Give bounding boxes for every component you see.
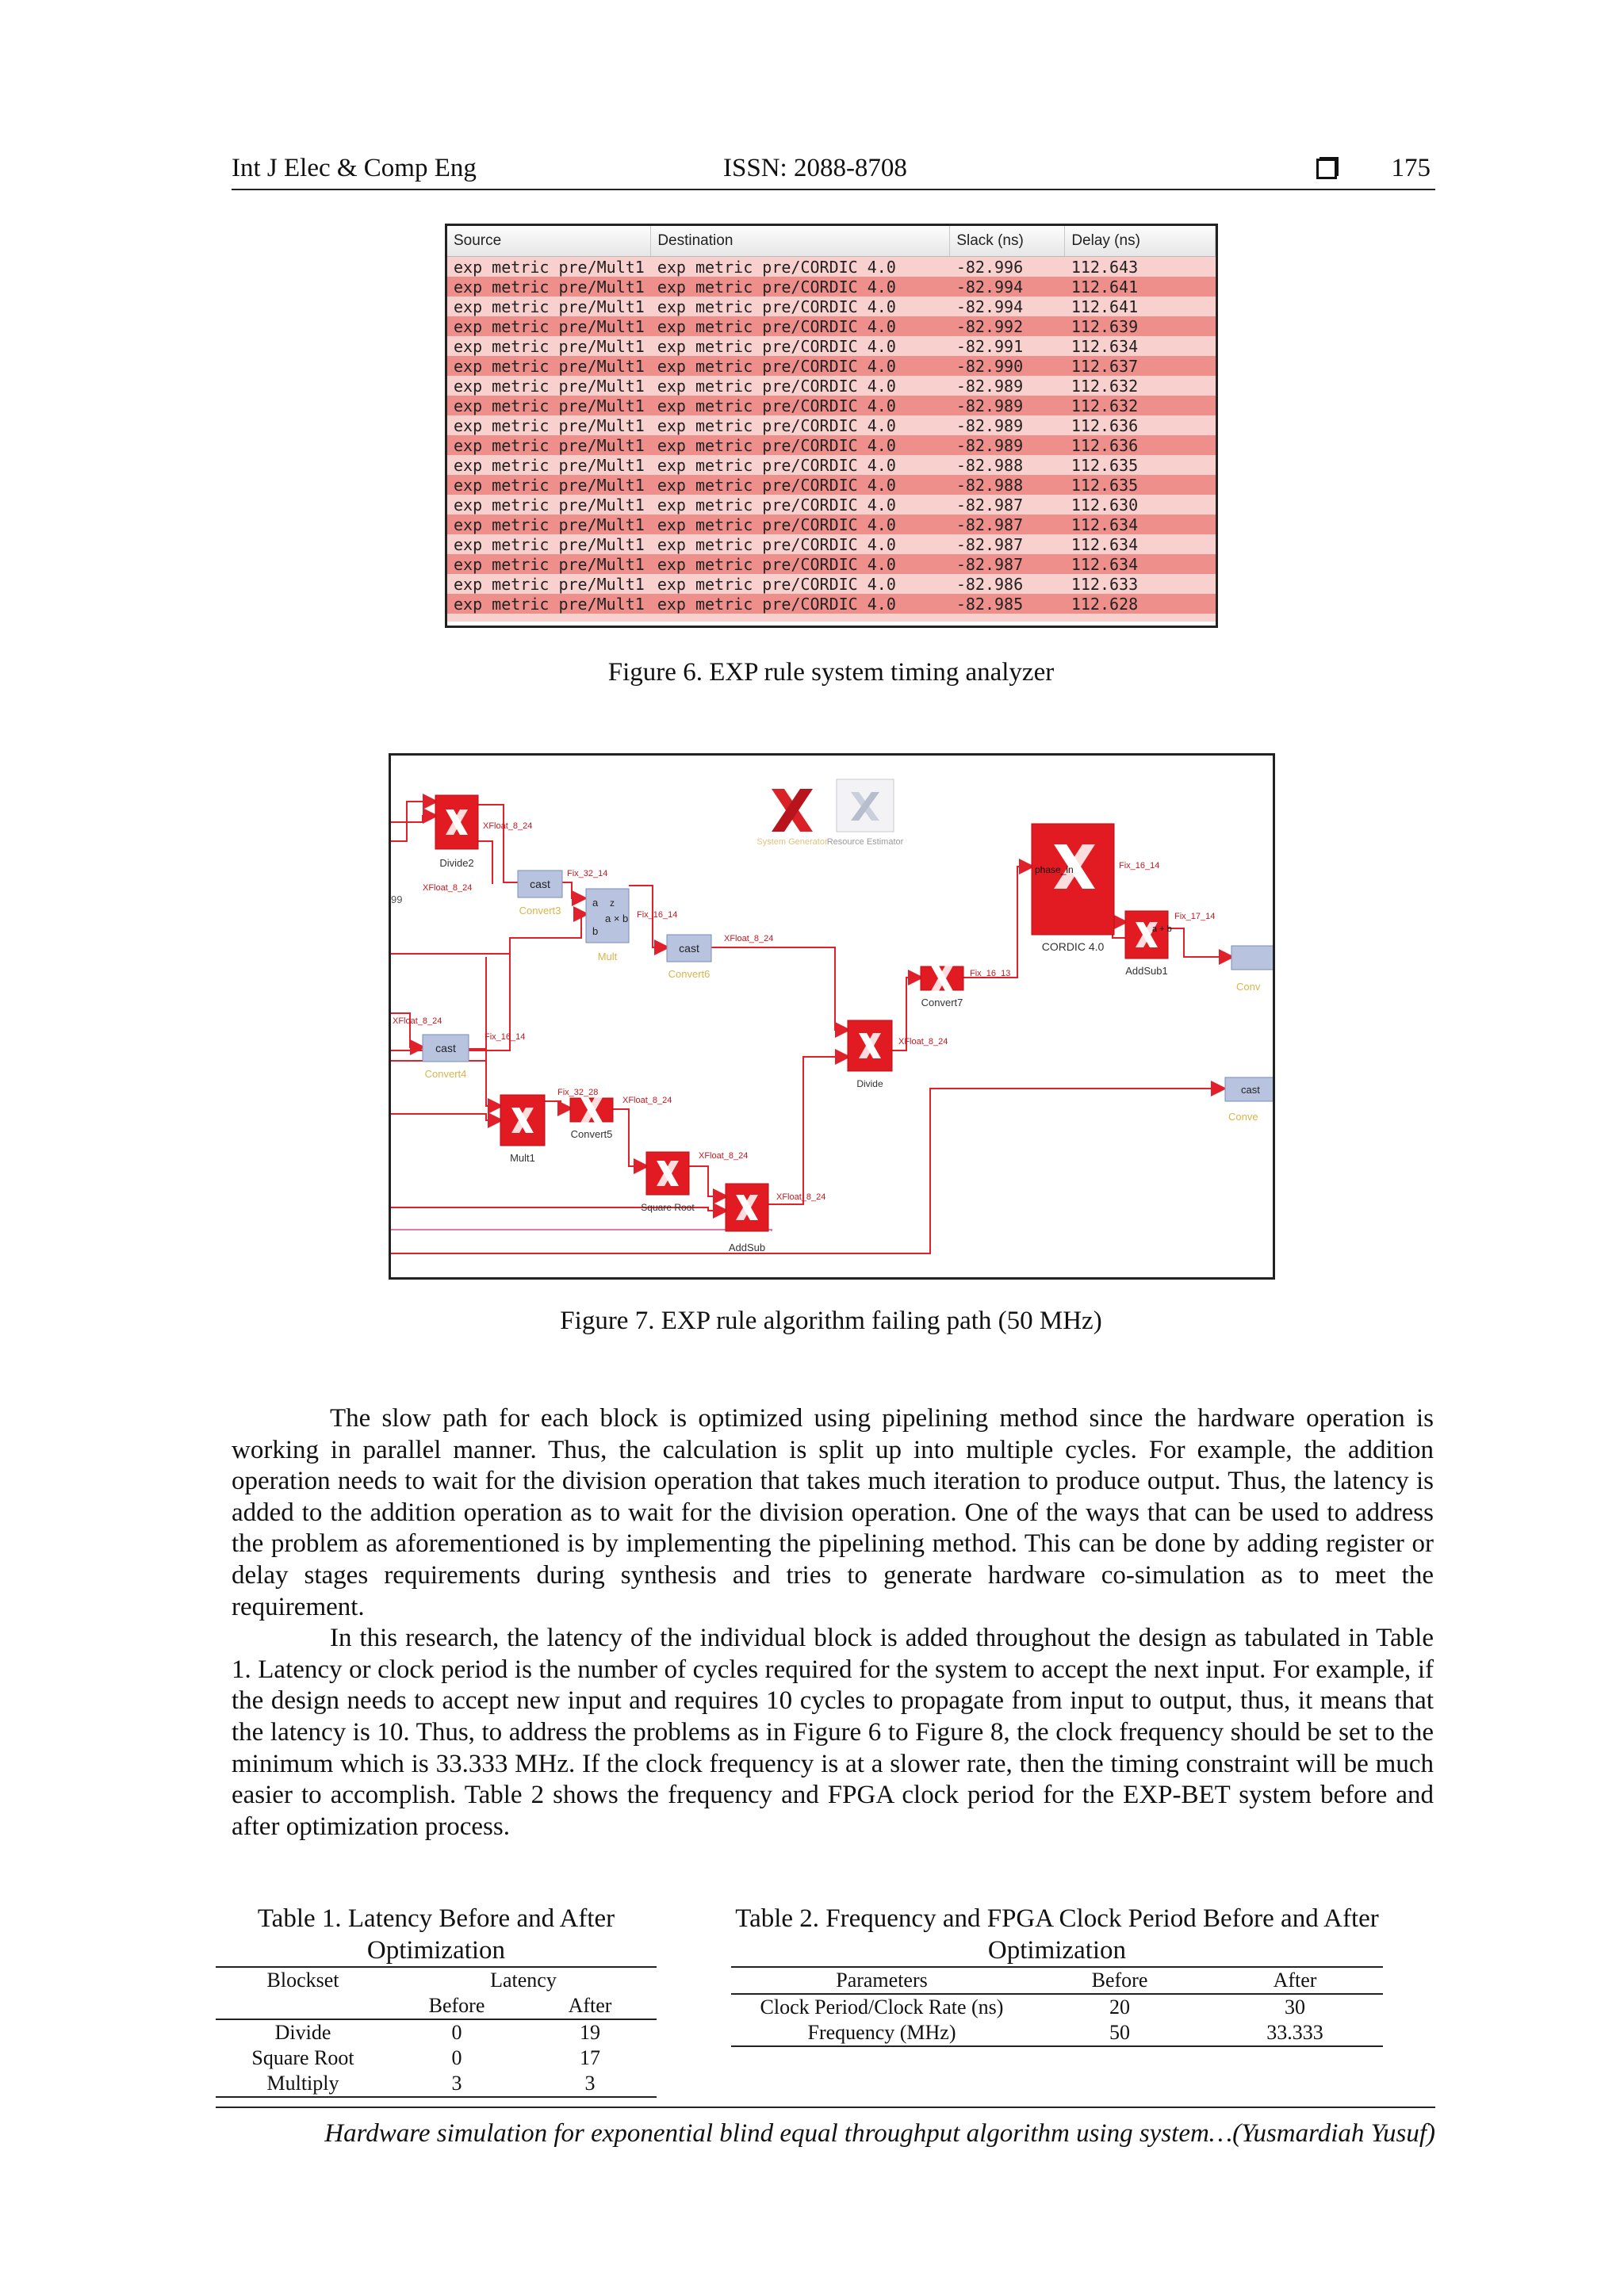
timing-source: exp metric pre/Mult1 — [447, 574, 651, 594]
cordic-label: CORDIC 4.0 — [1041, 940, 1105, 953]
convert4-in-type: XFloat_8_24 — [393, 1016, 442, 1026]
timing-destination: exp metric pre/CORDIC 4.0 — [651, 316, 950, 336]
timing-row[interactable] — [447, 356, 1216, 376]
system-generator-token[interactable] — [756, 789, 828, 847]
divide2-in-type: XFloat_8_24 — [423, 883, 473, 893]
timing-destination: exp metric pre/CORDIC 4.0 — [651, 554, 950, 574]
convert6-label: Convert6 — [668, 968, 710, 980]
paragraph-2: In this research, the latency of the individual block is added throughout the design as tabulated in Table 1. Latency or clock period is the number of cycles required for the system to accept the next input. For example, if the design needs to accept new input and requires 10 cycles to propagate from input to output, thus, it means that the latency is 10. Thus, to address the problems as in Figure 6 to Figure 8, the clock frequency should be set to the minimum which is 33.333 MHz. If the clock frequency is at a slower rate, then the timing constraint will be much easier to accomplish. Table 2 shows the frequency and FPGA clock period for the EXP-BET system before and after optimization process. — [232, 1624, 1434, 1841]
mult1-label: Mult1 — [510, 1152, 535, 1164]
table1-cell: 3 — [390, 2071, 523, 2097]
divide2-label: Divide2 — [439, 857, 474, 869]
timing-row[interactable] — [447, 574, 1216, 594]
timing-source: exp metric pre/Mult1 — [447, 297, 651, 316]
timing-row[interactable] — [447, 455, 1216, 475]
timing-delay: 112.634 — [1065, 534, 1216, 554]
convert3-type: Fix_32_14 — [567, 869, 608, 878]
failing-path-figure — [389, 753, 1275, 1280]
timing-source: exp metric pre/Mult1 — [447, 415, 651, 435]
timing-slack: -82.987 — [950, 554, 1065, 574]
table1-grid — [216, 1966, 657, 2098]
timing-source: exp metric pre/Mult1 — [447, 396, 651, 415]
timing-row[interactable] — [447, 415, 1216, 435]
divide-type: XFloat_8_24 — [898, 1037, 948, 1047]
timing-delay: 112.635 — [1065, 455, 1216, 475]
timing-slack: -82.989 — [950, 415, 1065, 435]
convert4-label: Convert4 — [424, 1068, 467, 1080]
convert7-label: Convert7 — [921, 997, 963, 1008]
table2-cell: 30 — [1285, 1996, 1305, 2019]
table2-header-parameters: Parameters — [731, 1967, 1032, 1994]
timing-slack: -82.988 — [950, 475, 1065, 495]
table1-cell: Multiply — [216, 2071, 390, 2097]
timing-source: exp metric pre/Mult1 — [447, 475, 651, 495]
timing-destination: exp metric pre/CORDIC 4.0 — [651, 376, 950, 396]
square-root-type: XFloat_8_24 — [699, 1151, 749, 1161]
table2-header-after: After — [1207, 1967, 1383, 1994]
timing-source: exp metric pre/Mult1 — [447, 356, 651, 376]
timing-delay: 112.639 — [1065, 316, 1216, 336]
mult-port-a: a — [592, 897, 599, 909]
cordic-port: phase_in — [1035, 864, 1074, 875]
column-destination[interactable]: Destination — [651, 226, 950, 257]
system-generator-label: System Generator — [756, 837, 828, 847]
table2-caption: Table 2. Frequency and FPGA Clock Period Before and After Optimization — [735, 1904, 1379, 1965]
timing-table-header — [447, 226, 1216, 257]
timing-slack: -82.989 — [950, 396, 1065, 415]
divide-label: Divide — [856, 1078, 883, 1089]
timing-source: exp metric pre/Mult1 — [447, 277, 651, 297]
convert7-block[interactable] — [921, 966, 1010, 1008]
timing-slack: -82.989 — [950, 435, 1065, 455]
timing-table — [447, 226, 1216, 622]
timing-destination: exp metric pre/CORDIC 4.0 — [651, 495, 950, 515]
convert5-block[interactable] — [570, 1096, 672, 1140]
timing-slack: -82.987 — [950, 515, 1065, 534]
timing-delay: 112.641 — [1065, 297, 1216, 316]
timing-delay: 112.634 — [1065, 554, 1216, 574]
timing-destination: exp metric pre/CORDIC 4.0 — [651, 455, 950, 475]
timing-delay: 112.632 — [1065, 376, 1216, 396]
timing-destination: exp metric pre/CORDIC 4.0 — [651, 356, 950, 376]
timing-analyzer-figure — [445, 224, 1218, 628]
timing-row[interactable] — [447, 594, 1216, 614]
square-root-label: Square Root — [641, 1202, 695, 1213]
timing-destination: exp metric pre/CORDIC 4.0 — [651, 534, 950, 554]
table-row — [216, 2045, 657, 2071]
table1 — [216, 1903, 657, 2098]
table2-cell: 50 — [1032, 2020, 1207, 2046]
convert6-cast: cast — [679, 942, 699, 955]
mult1-type: Fix_32_28 — [557, 1088, 599, 1097]
timing-slack: -82.991 — [950, 336, 1065, 356]
table2 — [731, 1903, 1383, 2047]
convert-right-1-label: Conv — [1236, 981, 1261, 993]
divide-block[interactable] — [848, 1020, 948, 1089]
journal-name: Int J Elec & Comp Eng — [232, 154, 477, 182]
table2-header-before: Before — [1032, 1967, 1207, 1994]
timing-slack: -82.996 — [950, 257, 1065, 277]
addsub-type: XFloat_8_24 — [776, 1192, 826, 1202]
table1-header-blockset: Blockset — [216, 1967, 390, 1993]
convert-right-2-cast: cast — [1241, 1084, 1260, 1096]
timing-slack: -82.992 — [950, 316, 1065, 336]
table1-header-after: After — [523, 1993, 657, 2019]
table1-cell: 0 — [451, 2021, 462, 2044]
timing-source: exp metric pre/Mult1 — [447, 455, 651, 475]
paragraph-1: The slow path for each block is optimized using pipelining method since the hardware operation is working in parallel manner. Thus, the calculation is split up into multiple cycles. For example, the addition operation needs to wait for the division operation that takes much iteration to produce output. Thus, the latency is added to the addition operation as to wait for the division operation. One of the ways that can be used to address the problem as aforementioned is by implementing the pipelining method. This can be done by adding register or delay stages requirements during synthesis and tries to generate hardware co-simulation as to meet the requirement. — [232, 1404, 1434, 1621]
timing-destination: exp metric pre/CORDIC 4.0 — [651, 435, 950, 455]
table1-header-latency: Latency — [390, 1967, 657, 1993]
addsub1-block[interactable] — [1125, 911, 1215, 977]
timing-delay: 112.643 — [1065, 257, 1216, 277]
addsub1-op: a + b — [1152, 924, 1172, 934]
convert-right-block-2[interactable] — [1225, 1077, 1273, 1123]
timing-row[interactable] — [447, 554, 1216, 574]
resource-estimator-label: Resource Estimator — [826, 837, 904, 847]
timing-destination: exp metric pre/CORDIC 4.0 — [651, 396, 950, 415]
timing-delay: 112.628 — [1065, 594, 1216, 614]
timing-slack: -82.990 — [950, 356, 1065, 376]
timing-row[interactable] — [447, 495, 1216, 515]
timing-delay: 112.636 — [1065, 435, 1216, 455]
cordic-type: Fix_16_14 — [1119, 861, 1160, 871]
convert4-type: Fix_16_14 — [485, 1032, 526, 1042]
edge-number: 99 — [391, 894, 403, 905]
addsub-label: AddSub — [728, 1242, 766, 1253]
mult-type: Fix_16_14 — [637, 910, 678, 920]
timing-slack: -82.994 — [950, 277, 1065, 297]
table1-cell: Square Root — [251, 2046, 354, 2069]
page-number: 175 — [1391, 154, 1431, 182]
timing-row[interactable] — [447, 534, 1216, 554]
figure6-caption: Figure 6. EXP rule system timing analyzer — [607, 658, 1055, 687]
table-row — [216, 2071, 657, 2097]
table1-cell: Divide — [274, 2021, 331, 2044]
timing-source: exp metric pre/Mult1 — [447, 515, 651, 534]
timing-delay: 112.632 — [1065, 396, 1216, 415]
timing-source: exp metric pre/Mult1 — [447, 594, 651, 614]
timing-row-clipped — [447, 614, 1216, 622]
timing-delay: 112.630 — [1065, 495, 1216, 515]
column-source[interactable]: Source — [447, 226, 651, 257]
timing-destination: exp metric pre/CORDIC 4.0 — [651, 415, 950, 435]
convert3-cast: cast — [530, 878, 550, 890]
convert6-block[interactable] — [667, 934, 773, 980]
timing-source: exp metric pre/Mult1 — [447, 336, 651, 356]
timing-slack: -82.987 — [950, 495, 1065, 515]
convert5-label: Convert5 — [570, 1128, 613, 1140]
timing-destination: exp metric pre/CORDIC 4.0 — [651, 574, 950, 594]
timing-row[interactable] — [447, 515, 1216, 534]
timing-delay: 112.633 — [1065, 574, 1216, 594]
failing-path-diagram — [391, 756, 1273, 1277]
table-row — [731, 1994, 1383, 2020]
page-header — [232, 152, 1435, 190]
divide2-block[interactable] — [435, 795, 532, 869]
timing-slack: -82.994 — [950, 297, 1065, 316]
timing-source: exp metric pre/Mult1 — [447, 376, 651, 396]
square-icon — [1316, 159, 1337, 179]
timing-destination: exp metric pre/CORDIC 4.0 — [651, 257, 950, 277]
timing-source: exp metric pre/Mult1 — [447, 435, 651, 455]
timing-delay: 112.634 — [1065, 336, 1216, 356]
timing-delay: 112.635 — [1065, 475, 1216, 495]
timing-row[interactable] — [447, 435, 1216, 455]
timing-delay: 112.636 — [1065, 415, 1216, 435]
table1-header-before: Before — [390, 1993, 523, 2019]
timing-source: exp metric pre/Mult1 — [447, 316, 651, 336]
timing-slack: -82.988 — [950, 455, 1065, 475]
table2-cell: Clock Period/Clock Rate (ns) — [760, 1996, 1004, 2019]
table-row — [216, 2019, 657, 2045]
timing-row[interactable] — [447, 277, 1216, 297]
convert-right-block-1[interactable] — [1231, 946, 1273, 993]
page-footer: Hardware simulation for exponential blind equal throughput algorithm using system…(Yusmardiah Yusuf) — [216, 2107, 1435, 2149]
timing-source: exp metric pre/Mult1 — [447, 257, 651, 277]
mult-z: z — [610, 897, 615, 909]
table1-cell: 0 — [451, 2046, 462, 2069]
timing-source: exp metric pre/Mult1 — [447, 495, 651, 515]
convert7-type: Fix_16_13 — [970, 969, 1011, 978]
timing-source: exp metric pre/Mult1 — [447, 534, 651, 554]
table1-cell: 17 — [580, 2046, 600, 2069]
figure7-caption: Figure 7. EXP rule algorithm failing path (50 MHz) — [560, 1307, 1102, 1335]
timing-destination: exp metric pre/CORDIC 4.0 — [651, 297, 950, 316]
mult-port-b: b — [592, 925, 599, 937]
table-row — [731, 2020, 1383, 2046]
column-delay[interactable]: Delay (ns) — [1065, 226, 1216, 257]
table1-caption: Table 1. Latency Before and After Optimization — [257, 1904, 615, 1965]
convert6-type: XFloat_8_24 — [724, 934, 774, 943]
resource-estimator-token[interactable] — [827, 779, 904, 847]
timing-delay: 112.637 — [1065, 356, 1216, 376]
addsub1-label: AddSub1 — [1125, 965, 1168, 977]
timing-row[interactable] — [447, 336, 1216, 356]
table2-cell: 20 — [1109, 1996, 1130, 2019]
timing-delay: 112.641 — [1065, 277, 1216, 297]
table2-cell: 33.333 — [1207, 2020, 1383, 2046]
issn: ISSN: 2088-8708 — [723, 154, 907, 182]
timing-slack: -82.986 — [950, 574, 1065, 594]
timing-destination: exp metric pre/CORDIC 4.0 — [651, 336, 950, 356]
mult-block[interactable] — [586, 889, 677, 962]
timing-row[interactable] — [447, 396, 1216, 415]
timing-slack: -82.989 — [950, 376, 1065, 396]
table2-cell: Frequency (MHz) — [731, 2020, 1032, 2046]
convert5-type: XFloat_8_24 — [622, 1096, 672, 1105]
timing-row[interactable] — [447, 297, 1216, 316]
timing-destination: exp metric pre/CORDIC 4.0 — [651, 515, 950, 534]
column-slack[interactable]: Slack (ns) — [950, 226, 1065, 257]
timing-row[interactable] — [447, 475, 1216, 495]
timing-row[interactable] — [447, 257, 1216, 277]
addsub1-type: Fix_17_14 — [1174, 912, 1216, 921]
timing-slack: -82.985 — [950, 594, 1065, 614]
mult-label: Mult — [597, 951, 618, 962]
addsub-block[interactable] — [726, 1184, 825, 1253]
timing-destination: exp metric pre/CORDIC 4.0 — [651, 475, 950, 495]
table1-cell: 3 — [523, 2071, 657, 2097]
table1-cell: 19 — [580, 2021, 600, 2044]
mult-axb: a × b — [605, 913, 629, 924]
timing-source: exp metric pre/Mult1 — [447, 554, 651, 574]
convert4-cast: cast — [435, 1042, 456, 1054]
timing-destination: exp metric pre/CORDIC 4.0 — [651, 277, 950, 297]
timing-slack: -82.987 — [950, 534, 1065, 554]
convert3-label: Convert3 — [519, 905, 561, 916]
divide2-type: XFloat_8_24 — [483, 821, 533, 831]
table2-grid — [731, 1966, 1383, 2047]
timing-destination: exp metric pre/CORDIC 4.0 — [651, 594, 950, 614]
timing-row[interactable] — [447, 376, 1216, 396]
timing-row[interactable] — [447, 316, 1216, 336]
convert-right-2-label: Conve — [1228, 1111, 1258, 1123]
body-text — [232, 1403, 1434, 1843]
timing-delay: 112.634 — [1065, 515, 1216, 534]
